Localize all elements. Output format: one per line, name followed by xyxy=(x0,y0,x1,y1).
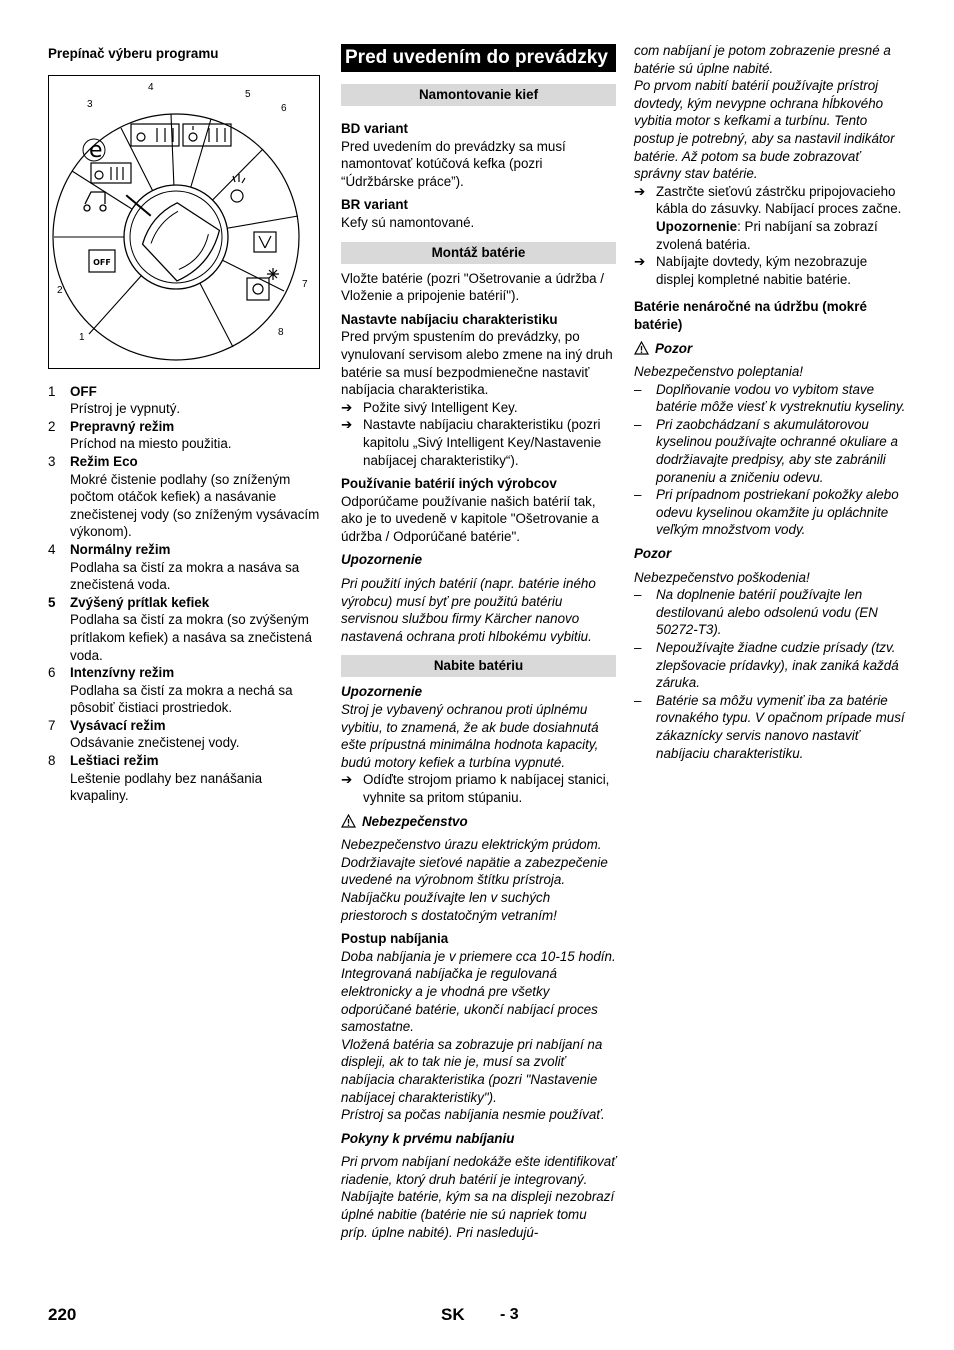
legend-item-text: Podlaha sa čistí za mokra (so zvýšeným prítlakom kefiek) a nasáva sa znečistená voda. xyxy=(70,612,312,663)
chapter-banner: Pred uvedením do prevádzky xyxy=(341,44,616,72)
arrow-icon: ➔ xyxy=(341,399,353,415)
column-1 xyxy=(48,44,320,805)
battery-install-text: Vložte batérie (pozri "Ošetrovanie a údržba / Vloženie a pripojenie batérií"). xyxy=(341,270,605,304)
charging-procedure-text: Integrovaná nabíjačka je regulovaná elektronicky a je vhodná pre všetky odporúčané batérie, ukončí nabíjací proces samostatne. xyxy=(341,966,598,1035)
page-number: 220 xyxy=(48,1305,77,1324)
danger-text: Nabíjačku používajte len v suchých priestoroch s dostatočným vetraním! xyxy=(341,889,557,923)
other-batteries-title: Používanie batérií iných výrobcov xyxy=(341,476,557,492)
charge-characteristic-title: Nastavte nabíjaciu charakteristiku xyxy=(341,311,558,327)
figure-label-7: 7 xyxy=(302,278,308,290)
legend-item-text: Príchod na miesto použitia. xyxy=(70,436,232,452)
step-item: ➔ Zastrčte sieťovú zástrčku pripojovacieho kábla do zásuvky. Nabíjací proces začne. xyxy=(634,183,902,217)
section-bar-charge: Nabite batériu xyxy=(341,655,616,677)
caution-item: – Na doplnenie batérií používajte len destilovanú alebo odsolenú vodu (EN 50272-T3). xyxy=(634,587,878,638)
legend-item: 3 Režim Eco xyxy=(48,453,138,469)
legend-item: 6 Intenzívny režim xyxy=(48,665,175,681)
legend-item-text: Mokré čistenie podlahy (so zníženým počtom otáčok kefiek) a nasávanie znečistenej vody (so zníženým vysávacím výkonom). xyxy=(70,471,320,540)
note-title: Upozornenie xyxy=(341,552,423,568)
section-bar-battery: Montáž batérie xyxy=(341,242,616,264)
step-item: ➔ Odíďte strojom priamo k nabíjacej stanici, vyhnite sa pritom stúpaniu. xyxy=(341,772,610,805)
polishing-mode-icon xyxy=(247,268,279,300)
figure-label-6: 6 xyxy=(281,102,287,114)
transport-icon xyxy=(84,192,106,211)
arrow-icon: ➔ xyxy=(634,254,646,270)
arrow-icon: ➔ xyxy=(341,417,353,433)
off-icon xyxy=(89,250,115,272)
caution-heading: Pozor xyxy=(634,340,908,358)
charging-procedure-text: Doba nabíjania je v priemere cca 10-15 hodín. xyxy=(341,948,616,964)
bd-variant-title: BD variant xyxy=(341,121,408,136)
charging-procedure-title: Postup nabíjania xyxy=(341,931,449,947)
brush-pressure-icon xyxy=(183,124,231,146)
note-text: Pri použití iných batérií (napr. batérie iného výrobcu) musí byť pre použitú batériu servisnou službou firmy Kärcher nanovo nastavená ochrana proti hlbokému vybitiu. xyxy=(341,576,596,644)
caution-text: Nebezpečenstvo poleptania! xyxy=(634,364,803,380)
legend-item: 5 Zvýšený prítlak kefiek xyxy=(48,594,210,610)
figure-legend xyxy=(48,383,320,805)
other-batteries-text: Odporúčame používanie našich batérií tak, ako je to uvedeně v kapitole "Ošetrovanie a údržba / Odporúčané batérie". xyxy=(341,493,599,544)
arrow-icon: ➔ xyxy=(634,183,646,199)
warning-triangle-icon xyxy=(634,341,649,355)
caution-item: – Pri zaobchádzaní s akumulátorovou kyselinou používajte ochranné okuliare a dodržiavajte predpisy, aby ste zabránili poraneniu a zničeniu odevu. xyxy=(634,416,898,485)
wet-batteries-title: Batérie nenáročné na údržbu (mokré batérie) xyxy=(634,299,867,332)
first-charge-continued: com nabíjaní je potom zobrazenie presné a batérie sú úplne nabité. xyxy=(634,43,891,76)
step-item: ➔ Požite sivý Intelligent Key. xyxy=(341,399,518,415)
legend-item: 4 Normálny režim xyxy=(48,541,171,557)
caution-item: – Doplňovanie vodou vo vybitom stave batérie môže viesť k vystreknutiu kyseliny. xyxy=(634,381,906,415)
step-note: Upozornenie: Pri nabíjaní sa zobrazí zvolená batéria. xyxy=(656,218,878,252)
language-code: SK xyxy=(441,1305,465,1324)
program-selector-figure xyxy=(48,75,320,369)
figure-label-5: 5 xyxy=(245,88,251,100)
legend-item-text: Podlaha sa čistí za mokra a nasáva sa znečistená voda. xyxy=(70,559,300,593)
charge-characteristic-text: Pred prvým spustením do prevádzky, po vynulovaní servisom alebo zmene na iný druh batérie sa musí bezpodmienečne nastaviť nabíjacia charakteristika. xyxy=(341,329,613,398)
arrow-icon: ➔ xyxy=(341,772,353,788)
step-item: ➔ Nastavte nabíjaciu charakteristiku (pozri kapitolu „Sivý Intelligent Key/Nastavenie nabíjacej charakteristiky“). xyxy=(341,417,602,468)
figure-label-4: 4 xyxy=(148,81,154,93)
figure-label-2: 2 xyxy=(57,284,63,296)
bd-variant-text: Pred uvedením do prevádzky sa musí namontovať kotúčová kefka (pozri “Údržbárske práce”). xyxy=(341,138,566,189)
legend-item: 1 OFF xyxy=(48,383,97,399)
column-3 xyxy=(634,42,908,762)
charging-procedure-text: Vložená batéria sa zobrazuje pri nabíjaní na displeji, ak to tak nie je, musí sa zvoliť nabíjacia charakteristika (pozri "Nastavenie nabíjacej charakteristiky"). xyxy=(341,1036,603,1105)
danger-heading: Nebezpečenstvo xyxy=(341,813,616,831)
section-bar-brushes: Namontovanie kief xyxy=(341,84,616,106)
br-variant-title: BR variant xyxy=(341,197,408,213)
figure-label-8: 8 xyxy=(278,326,284,338)
caution-title: Pozor xyxy=(634,546,672,562)
charging-procedure-text: Prístroj sa počas nabíjania nesmie používať. xyxy=(341,1107,605,1123)
legend-item-text: Odsávanie znečistenej vody. xyxy=(70,735,240,751)
figure-title: Prepínač výberu programu xyxy=(48,46,219,61)
legend-item-text: Prístroj je vypnutý. xyxy=(70,401,181,417)
legend-item: 8 Leštiaci režim xyxy=(48,753,159,769)
legend-item-text: Leštenie podlahy bez nanášania kvapaliny. xyxy=(70,770,263,804)
first-charge-continued: Po prvom nabití batérií používajte prístroj dovtedy, kým nevypne ochrana hĺbkového vybitia motor s kefkami a turbínu. Tento postup je potrebný, aby sa nastavil indikátor batérie. Až potom sa bude zobrazovať správny stav batérie. xyxy=(634,78,895,182)
caution-item: – Nepoužívajte žiadne cudzie prísady (tzv. zlepšovacie prídavky), inak zaniká každá záruka. xyxy=(634,640,899,691)
note-text: Stroj je vybavený ochranou proti úplnému vybitiu, to znamená, že ak bude dosiahnutá ešte prípustná minimálna hodnota kapacity, budú motory kefiek a turbína vypnuté. xyxy=(341,702,599,770)
caution-item: – Pri prípadnom postriekaní pokožky alebo odevu kyselinou okamžite ju opláchnite veľkým množstvom vody. xyxy=(634,487,899,538)
warning-triangle-icon xyxy=(341,814,356,828)
br-variant-text: Kefy sú namontované. xyxy=(341,214,475,230)
eco-mode-icon xyxy=(91,163,131,183)
intensive-mode-icon xyxy=(231,174,245,202)
legend-item-text: Podlaha sa čistí za mokra a nechá sa pôsobiť čistiaci prostriedok. xyxy=(70,682,293,716)
danger-text: Nebezpečenstvo úrazu elektrickým prúdom. Dodržiavajte sieťové napätie a zabezpečenie uvedené na výrobnom štítku prístroja. xyxy=(341,837,608,888)
column-2 xyxy=(341,44,616,1241)
note-title: Upozornenie xyxy=(341,684,423,700)
figure-label-1: 1 xyxy=(79,331,85,343)
eco-symbol: e xyxy=(89,137,103,163)
figure-label-3: 3 xyxy=(87,98,93,110)
off-icon-label: OFF xyxy=(93,257,111,267)
step-item: ➔ Nabíjajte dovtedy, kým nezobrazuje displej kompletné nabitie batérie. xyxy=(634,254,868,287)
caution-text: Nebezpečenstvo poškodenia! xyxy=(634,569,810,585)
legend-item: 2 Prepravný režim xyxy=(48,418,175,434)
vacuum-mode-icon xyxy=(254,232,276,252)
caution-item: – Batérie sa môžu vymeniť iba za batérie rovnakého typu. V opačnom prípade musí zákaznícky servis nanovo nastaviť nabíjaciu charakteristiku. xyxy=(634,692,905,761)
first-charge-text: Pri prvom nabíjaní nedokáže ešte identifikovať riadenie, ktorý druh batérií je integrovaný. Nabíjajte batérie, kým sa na displeji nezobrazí úplné nabitie (batérie nie sú napriek tomu príp. úplne nabité). Pri nasledujú- xyxy=(341,1154,616,1240)
section-number: - 3 xyxy=(500,1306,519,1323)
first-charge-title: Pokyny k prvému nabíjaniu xyxy=(341,1130,515,1146)
legend-item: 7 Vysávací režim xyxy=(48,717,166,733)
